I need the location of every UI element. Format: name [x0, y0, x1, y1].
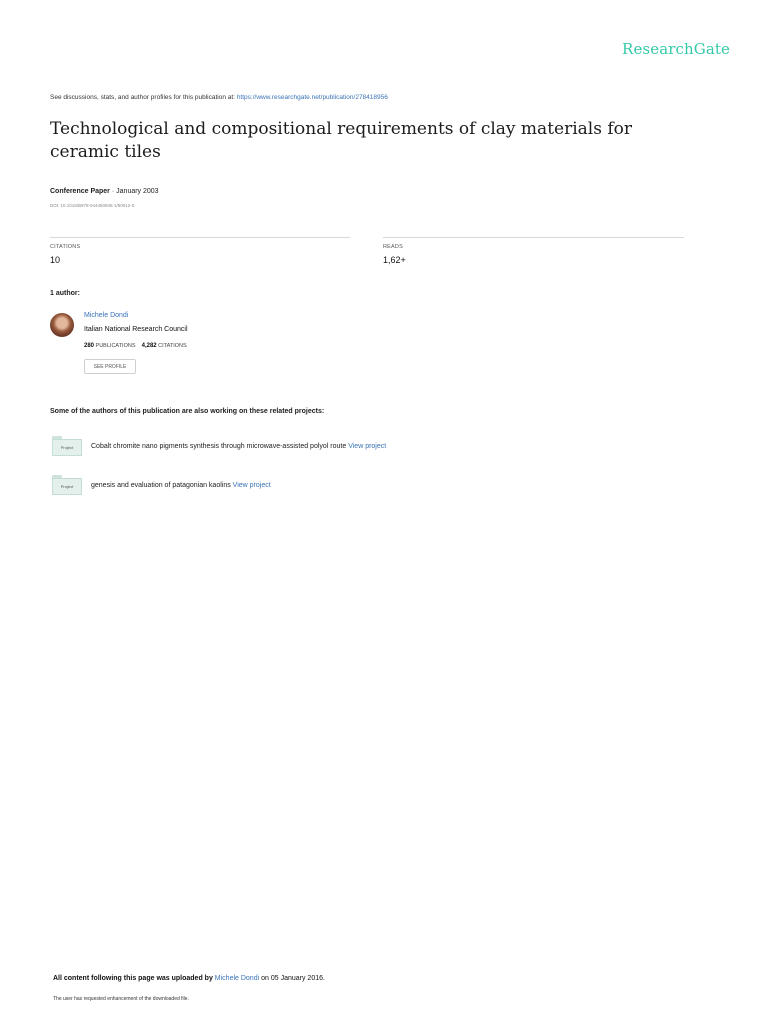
discussions-line: [50, 94, 388, 101]
related-projects-heading: Some of the authors of this publication are also working on these related projects:: [50, 408, 325, 415]
project-icon-label: Project: [52, 478, 82, 495]
author-citations-count: 4,282: [141, 343, 157, 349]
see-profile-button[interactable]: SEE PROFILE: [84, 359, 136, 374]
publication-type-line: [50, 188, 159, 195]
upload-lead-text: All content following this page was uploaded by: [53, 975, 213, 982]
project-item: [91, 443, 386, 450]
author-name-link[interactable]: Michele Dondi: [84, 312, 129, 319]
upload-date: on 05 January 2016.: [261, 975, 325, 982]
author-count: 1 author:: [50, 290, 80, 297]
publication-doi: DOI: 10.1016/B978-044450945-1/50012-0: [50, 203, 135, 208]
discussions-text: See discussions, stats, and author profiles for this publication at:: [50, 94, 235, 101]
project-item: [91, 482, 271, 489]
type-date-separator: ·: [109, 188, 117, 195]
researchgate-logo[interactable]: ResearchGate: [622, 40, 730, 58]
author-institution: Italian National Research Council: [84, 326, 188, 333]
author-publications-label: PUBLICATIONS: [95, 343, 136, 349]
enhancement-note: The user has requested enhancement of the downloaded file.: [53, 996, 189, 1002]
author-avatar[interactable]: [50, 313, 74, 337]
project-icon-label: Project: [52, 439, 82, 456]
project-folder-icon[interactable]: [52, 436, 82, 456]
author-publications-count: 280: [84, 343, 95, 349]
publication-title: Technological and compositional requirements of clay materials for ceramic tiles: [50, 119, 633, 162]
view-project-link[interactable]: View project: [232, 482, 271, 489]
citations-divider: [50, 237, 350, 238]
author-citations-label: CITATIONS: [158, 343, 187, 349]
reads-value: 1,62+: [383, 255, 406, 265]
reads-divider: [383, 237, 684, 238]
publication-type: Conference Paper: [50, 188, 110, 195]
uploader-name-link[interactable]: Michele Dondi: [214, 975, 260, 982]
publication-date: January 2003: [116, 188, 159, 195]
author-stats: [84, 343, 187, 349]
citations-value: 10: [50, 255, 61, 265]
publication-url-link[interactable]: https://www.researchgate.net/publication/278418956: [236, 94, 388, 101]
reads-label: READS: [383, 244, 403, 250]
view-project-link[interactable]: View project: [348, 443, 387, 450]
project-title: genesis and evaluation of patagonian kaolins: [91, 482, 231, 489]
project-title: Cobalt chromite nano pigments synthesis through microwave-assisted polyol route: [91, 443, 347, 450]
citations-label: CITATIONS: [50, 244, 81, 250]
upload-info: [53, 975, 325, 982]
project-folder-icon[interactable]: [52, 475, 82, 495]
